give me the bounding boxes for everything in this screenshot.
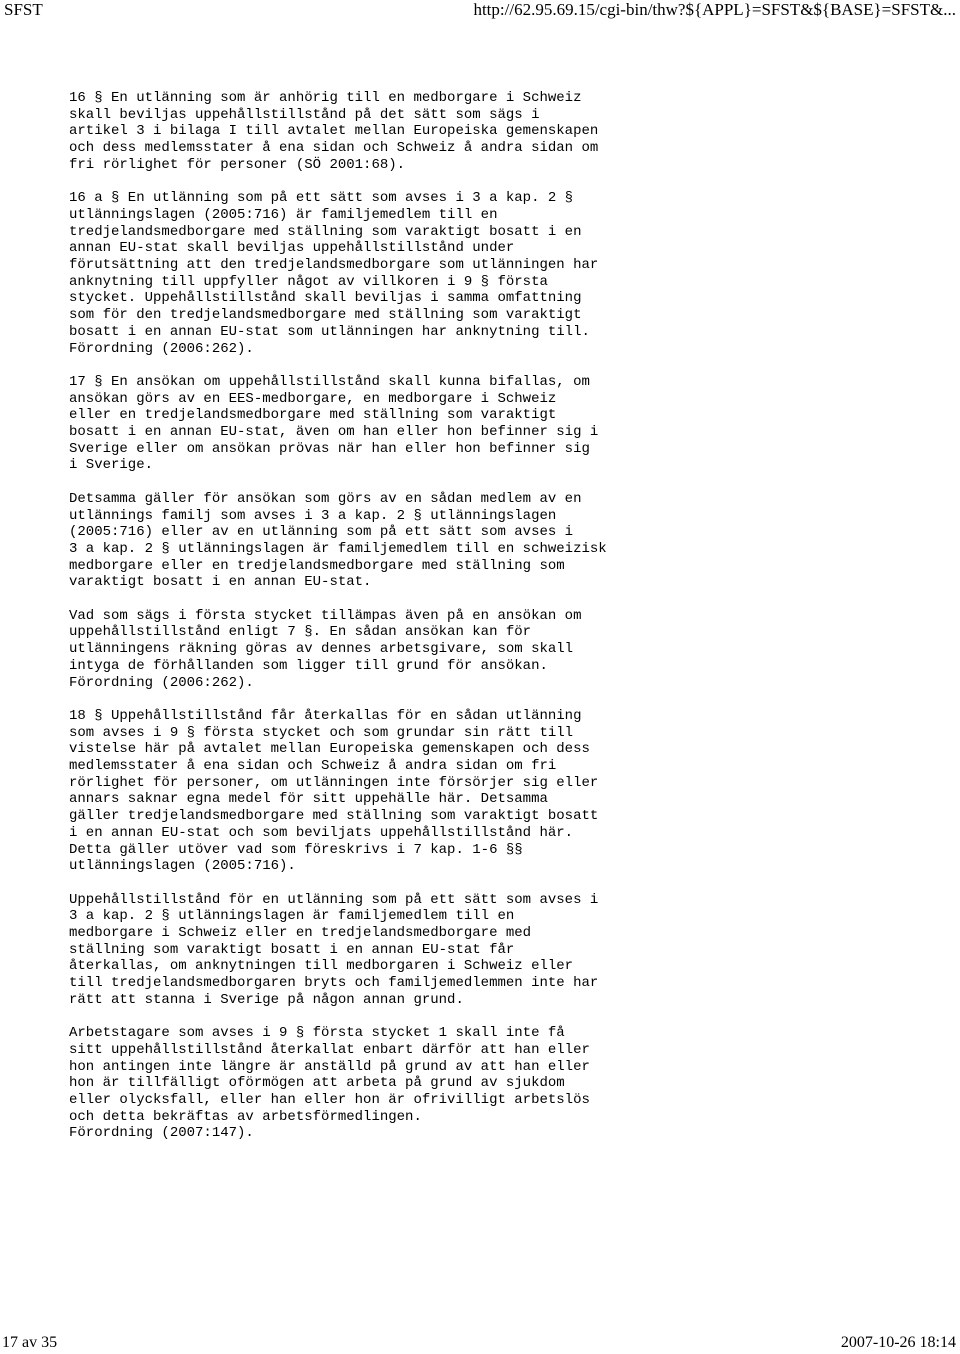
paragraph-17: 17 § En ansökan om uppehållstillstånd skall kunna bifallas, om ansökan görs av en EES-medborgare, en medborgare i Schweiz eller en tredjelandsmedborgare med ställning som varaktigt bosatt i en annan EU-stat, även om han eller hon befinner sig i Sverige eller om ansökan prövas när han eller hon befinner sig i Sverige. xyxy=(69,373,599,474)
header-title: SFST xyxy=(4,0,43,19)
paragraph-18-third: Arbetstagare som avses i 9 § första stycket 1 skall inte få sitt uppehållstillstånd återkallat enbart därför att han eller hon antingen inte längre är anställd på grund av att han eller hon är tillfälligt oförmögen att arbeta på grund av sjukdom eller olycksfall, eller han eller hon är ofrivilligt arbetslös och detta bekräftas av arbetsförmedlingen. Förordning (2007:147). xyxy=(69,1025,590,1142)
page-number: 17 av 35 xyxy=(2,1334,58,1351)
header-url: http://62.95.69.15/cgi-bin/thw?${APPL}=SFST&${BASE}=SFST&... xyxy=(473,0,956,19)
paragraph-18-second: Uppehållstillstånd för en utlänning som på ett sätt som avses i 3 a kap. 2 § utlänningslagen är familjemedlem till en medborgare i Schweiz eller en tredjelandsmedborgare med ställning som varaktigt bosatt i en annan EU-stat får återkallas, om anknytningen till medborgaren i Schweiz eller till tredjelandsmedborgaren bryts och familjemedlemmen inte har rätt att stanna i Sverige på någon annan grund. xyxy=(69,891,599,1008)
paragraph-16a: 16 a § En utlänning som på ett sätt som avses i 3 a kap. 2 § utlänningslagen (2005:716) är familjemedlem till en tredjelandsmedborgare med ställning som varaktigt bosatt i en annan EU-stat skall beviljas uppehållstillstånd under förutsättning att den tredjelandsmedborgare som utlänningen har anknytning till uppfyller något av villkoren i 9 § första stycket. Uppehållstillstånd skall beviljas i samma omfattning som för den tredjelandsmedborgare med ställning som varaktigt bosatt i en annan EU-stat som utlänningen har anknytning till. Förordning (2006:262). xyxy=(69,190,599,357)
print-timestamp: 2007-10-26 18:14 xyxy=(840,1334,956,1351)
page-footer xyxy=(0,1334,960,1354)
document-body xyxy=(69,90,949,1159)
paragraph-18: 18 § Uppehållstillstånd får återkallas för en sådan utlänning som avses i 9 § första stycket och som grundar sin rätt till vistelse här på avtalet mellan Europeiska gemenskapen och dess medlemsstater å ena sidan och Schweiz å andra sidan om fri rörlighet för personer, om utlänningen inte försörjer sig eller annars saknar egna medel för sitt uppehälle här. Detsamma gäller tredjelandsmedborgare med ställning som varaktigt bosatt i en annan EU-stat och som beviljats uppehållstillstånd här. Detta gäller utöver vad som föreskrivs i 7 kap. 1-6 §§ utlänningslagen (2005:716). xyxy=(69,707,599,875)
paragraph-16: 16 § En utlänning som är anhörig till en medborgare i Schweiz skall beviljas uppehållstillstånd på det sätt som sägs i artikel 3 i bilaga I till avtalet mellan Europeiska gemenskapen och dess medlemsstater å ena sidan och Schweiz å andra sidan om fri rörlighet för personer (SÖ 2001:68). xyxy=(69,90,599,173)
page-header xyxy=(0,0,960,22)
paragraph-17-second: Detsamma gäller för ansökan som görs av en sådan medlem av en utlännings familj som avses i 3 a kap. 2 § utlänningslagen (2005:716) eller av en utlänning som på ett sätt som avses i 3 a kap. 2 § utlänningslagen är familjemedlem till en schweizisk medborgare eller en tredjelandsmedborgare med ställning som varaktigt bosatt i en annan EU-stat. xyxy=(69,490,607,591)
paragraph-17-third: Vad som sägs i första stycket tillämpas även på en ansökan om uppehållstillstånd enligt 7 §. En sådan ansökan kan för utlänningens räkning göras av dennes arbetsgivare, som skall intyga de förhållanden som ligger till grund för ansökan. Förordning (2006:262). xyxy=(69,607,582,691)
